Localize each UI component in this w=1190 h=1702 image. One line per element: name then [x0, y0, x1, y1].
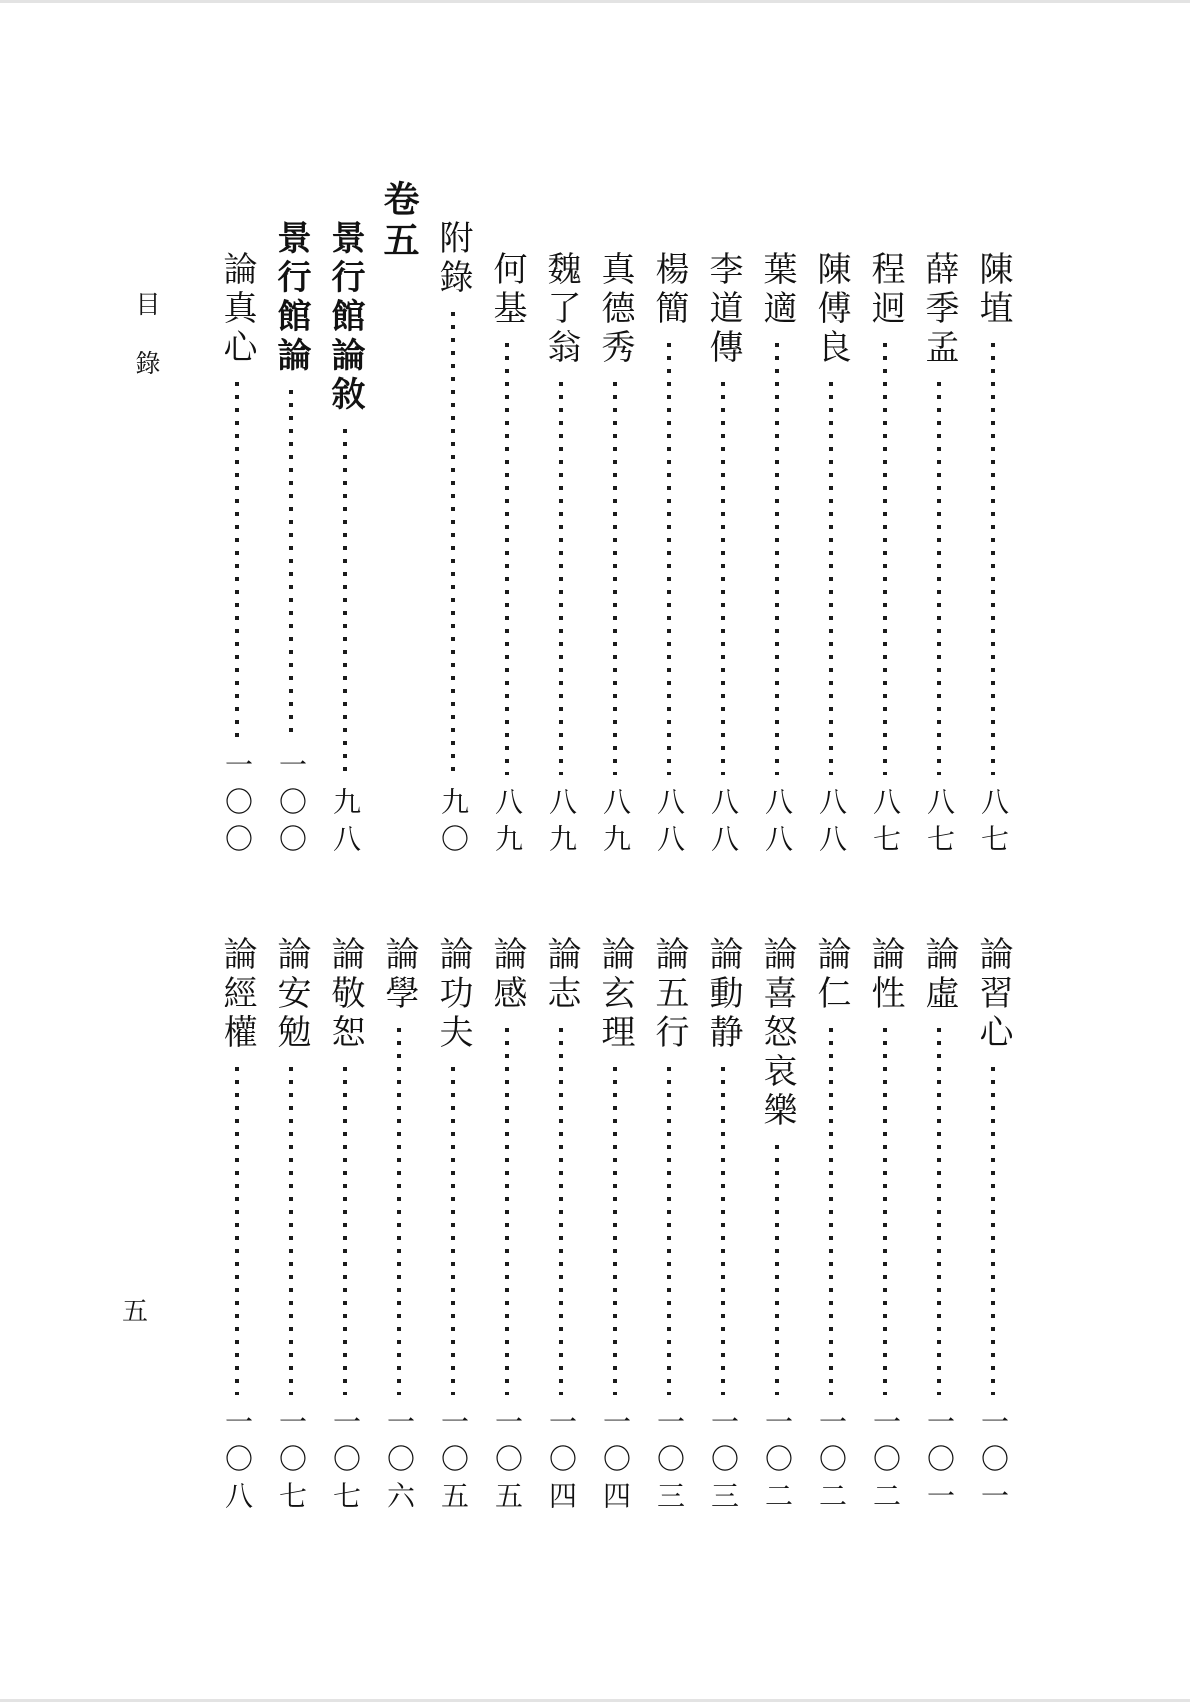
dot-leader — [451, 312, 455, 775]
toc-entry — [426, 180, 480, 863]
toc-entry-page: 一〇〇 — [275, 750, 308, 861]
dot-leader — [721, 382, 725, 775]
toc-entry — [642, 936, 696, 1520]
dot-leader — [991, 1067, 995, 1395]
dot-leader — [883, 343, 887, 775]
toc-entry-label: 論功夫 — [433, 936, 473, 1053]
toc-entry — [210, 180, 264, 863]
toc-entry-page: 一〇八 — [221, 1407, 254, 1518]
toc-entry-page: 八九 — [599, 787, 632, 861]
toc-entry — [264, 936, 318, 1520]
toc-entry — [534, 936, 588, 1520]
toc-entry — [966, 936, 1020, 1520]
toc-entry-label: 論感 — [487, 936, 527, 1014]
dot-leader — [559, 1028, 563, 1395]
toc-entry-label: 論安勉 — [271, 936, 311, 1053]
toc-entry-page: 一〇五 — [491, 1407, 524, 1518]
dot-leader — [505, 1028, 509, 1395]
toc-entry — [858, 180, 912, 863]
toc-entry-page: 一〇二 — [761, 1407, 794, 1518]
dot-leader — [613, 1067, 617, 1395]
toc-entry-label: 論仁 — [811, 936, 851, 1014]
toc-entry-page: 八九 — [545, 787, 578, 861]
toc-entry-label: 楊簡 — [649, 251, 689, 329]
dot-leader — [343, 1067, 347, 1395]
dot-leader — [505, 343, 509, 775]
toc-entry-label: 卷五 — [378, 180, 420, 262]
toc-entry — [318, 180, 372, 863]
toc-entry-page: 一〇〇 — [221, 750, 254, 861]
toc-entry — [696, 936, 750, 1520]
toc-entry — [750, 180, 804, 863]
toc-entry-page: 八七 — [977, 787, 1010, 861]
dot-leader — [667, 343, 671, 775]
toc-entry — [912, 180, 966, 863]
dot-leader — [613, 382, 617, 775]
margin-title: 目錄 — [132, 291, 161, 409]
toc-entry-label: 程迥 — [865, 251, 905, 329]
toc-entry-page: 八九 — [491, 787, 524, 861]
toc-entry-page: 一〇一 — [923, 1407, 956, 1518]
toc-entry-label: 景行館論敘 — [325, 220, 365, 415]
toc-entry-page: 一〇三 — [707, 1407, 740, 1518]
toc-entry — [372, 180, 426, 863]
toc-entry-page: 一〇一 — [977, 1407, 1010, 1518]
toc-entry-page: 九〇 — [437, 787, 470, 861]
dot-leader — [829, 382, 833, 775]
dot-leader — [667, 1067, 671, 1395]
toc-entry — [858, 936, 912, 1520]
toc-entry-page: 一〇四 — [599, 1407, 632, 1518]
toc-entry-page: 一〇七 — [329, 1407, 362, 1518]
toc-entry-label: 陳傅良 — [811, 251, 851, 368]
toc-entry-label: 論虛 — [919, 936, 959, 1014]
toc-entry — [912, 936, 966, 1520]
toc-entry-label: 論五行 — [649, 936, 689, 1053]
toc-entry — [210, 936, 264, 1520]
toc-entry — [966, 180, 1020, 863]
toc-entry-label: 論動静 — [703, 936, 743, 1053]
toc-entry — [372, 936, 426, 1520]
toc-entry-page: 一〇四 — [545, 1407, 578, 1518]
toc-entry-label: 景行館論 — [271, 220, 311, 376]
toc-entry-page: 一〇三 — [653, 1407, 686, 1518]
toc-entry-page: 八七 — [869, 787, 902, 861]
toc-entry — [534, 180, 588, 863]
toc-entry-label: 李道傳 — [703, 251, 743, 368]
dot-leader — [721, 1067, 725, 1395]
toc-entry — [642, 180, 696, 863]
dot-leader — [937, 1028, 941, 1395]
toc-entry — [480, 180, 534, 863]
toc-entry-label: 論玄理 — [595, 936, 635, 1053]
dot-leader — [235, 382, 239, 738]
toc-entry — [696, 180, 750, 863]
toc-entry — [804, 936, 858, 1520]
toc-entry — [318, 936, 372, 1520]
toc-entry-page: 一〇二 — [815, 1407, 848, 1518]
toc-entry-label: 論敬恕 — [325, 936, 365, 1053]
toc-entry-label: 薛季孟 — [919, 251, 959, 368]
toc-entry-page: 八七 — [923, 787, 956, 861]
toc-entry — [264, 180, 318, 863]
toc-entry-label: 論學 — [379, 936, 419, 1014]
toc-entry-label: 論習心 — [973, 936, 1013, 1053]
toc-entry-page: 八八 — [653, 787, 686, 861]
dot-leader — [937, 382, 941, 775]
toc-entry-label: 論經權 — [217, 936, 257, 1053]
dot-leader — [775, 1145, 779, 1395]
toc-entry-label: 論真心 — [217, 251, 257, 368]
dot-leader — [235, 1067, 239, 1395]
toc-entry-page: 一〇二 — [869, 1407, 902, 1518]
toc-entry-label: 論性 — [865, 936, 905, 1014]
toc-entry — [750, 936, 804, 1520]
toc-entry — [804, 180, 858, 863]
toc-entry — [588, 936, 642, 1520]
toc-entry — [588, 180, 642, 863]
toc-entry-page: 九八 — [329, 787, 362, 861]
folio-page-number: 五 — [122, 1297, 149, 1327]
toc-entry — [426, 936, 480, 1520]
toc-entry-label: 論志 — [541, 936, 581, 1014]
dot-leader — [289, 1067, 293, 1395]
dot-leader — [451, 1067, 455, 1395]
toc-entry-label: 論喜怒哀樂 — [757, 936, 797, 1131]
toc-entry-label: 魏了翁 — [541, 251, 581, 368]
toc-entry-label: 陳埴 — [973, 251, 1013, 329]
toc-entry-label: 葉適 — [757, 251, 797, 329]
dot-leader — [775, 343, 779, 775]
toc-entry-page: 一〇五 — [437, 1407, 470, 1518]
toc-entry-page: 八八 — [761, 787, 794, 861]
toc-entry — [480, 936, 534, 1520]
dot-leader — [883, 1028, 887, 1395]
toc-entry-label: 附錄 — [433, 220, 473, 298]
toc-entry-page: 八八 — [707, 787, 740, 861]
toc-entry-page: 一〇七 — [275, 1407, 308, 1518]
dot-leader — [991, 343, 995, 775]
dot-leader — [343, 429, 347, 775]
dot-leader — [559, 382, 563, 775]
toc-entry-page: 八八 — [815, 787, 848, 861]
dot-leader — [289, 390, 293, 738]
toc-upper-block — [210, 180, 1020, 863]
dot-leader — [829, 1028, 833, 1395]
toc-entry-label: 真德秀 — [595, 251, 635, 368]
toc-entry-page: 一〇六 — [383, 1407, 416, 1518]
toc-entry-label: 何基 — [487, 251, 527, 329]
dot-leader — [397, 1028, 401, 1395]
toc-lower-block — [210, 936, 1020, 1520]
